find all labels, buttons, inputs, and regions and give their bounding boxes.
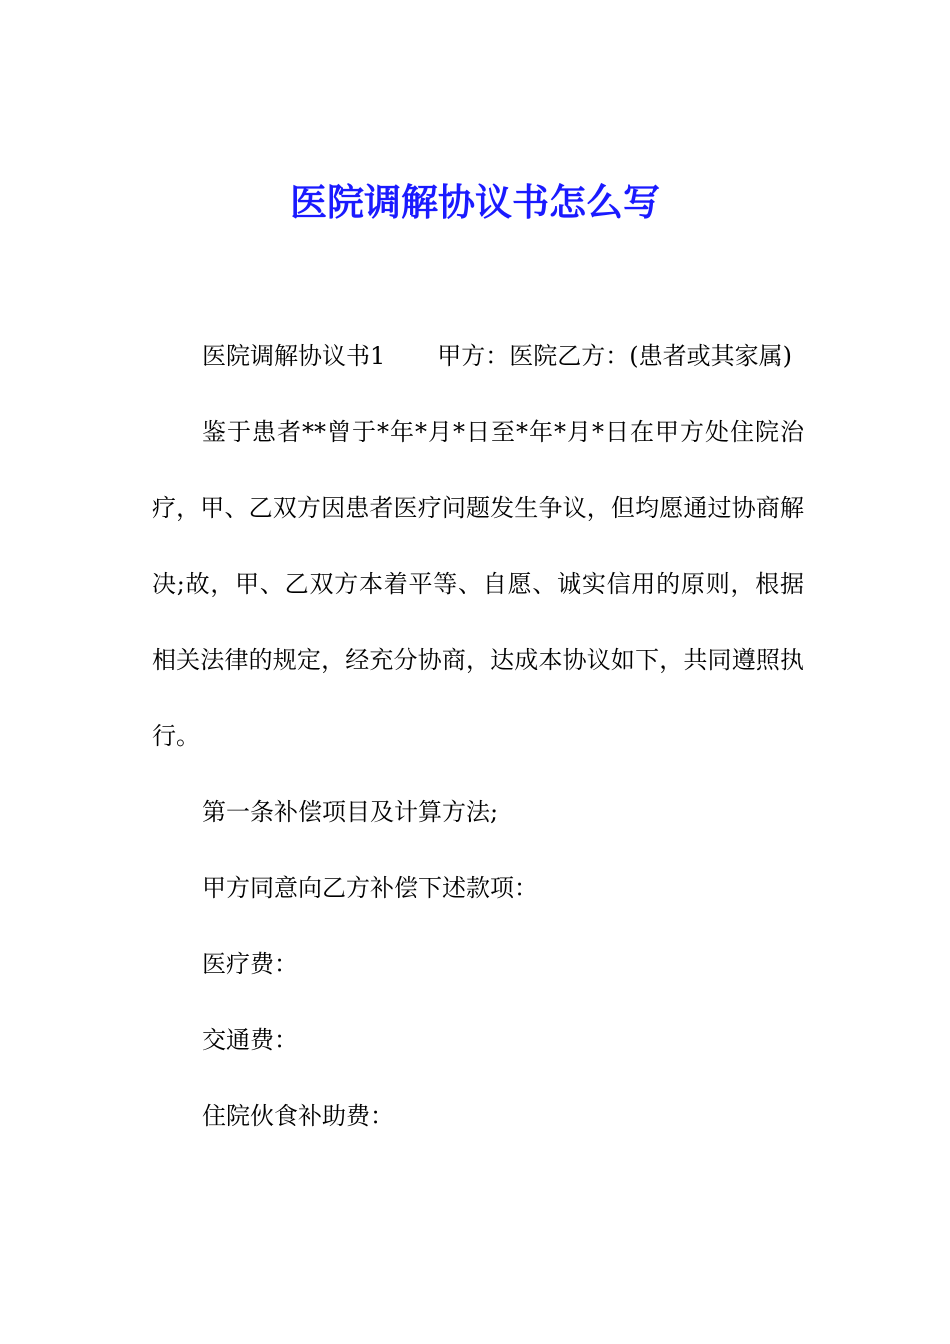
intro-paragraph (152, 318, 804, 394)
document-title: 医院调解协议书怎么写 (290, 180, 660, 224)
parties-text: 甲方：医院乙方：(患者或其家属) (437, 342, 793, 370)
meal-subsidy-item: 住院伙食补助费： (202, 1102, 394, 1130)
preamble-paragraph: 鉴于患者**曾于*年*月*日至*年*月*日在甲方处住院治疗，甲、乙双方因患者医疗问题发生争议，但均愿通过协商解决;故，甲、乙双方本着平等、自愿、诚实信用的原则，根据相关法律的规定，经充分协商，达成本协议如下，共同遵照执行。 (152, 418, 804, 750)
agreement-heading: 医院调解协议书1 (202, 342, 386, 370)
transport-fee-item: 交通费： (202, 1026, 298, 1054)
medical-fee-item: 医疗费： (202, 950, 298, 978)
document-body (152, 318, 804, 1154)
compensation-statement: 甲方同意向乙方补偿下述款项： (202, 874, 538, 902)
article-one-heading: 第一条补偿项目及计算方法; (202, 798, 499, 826)
